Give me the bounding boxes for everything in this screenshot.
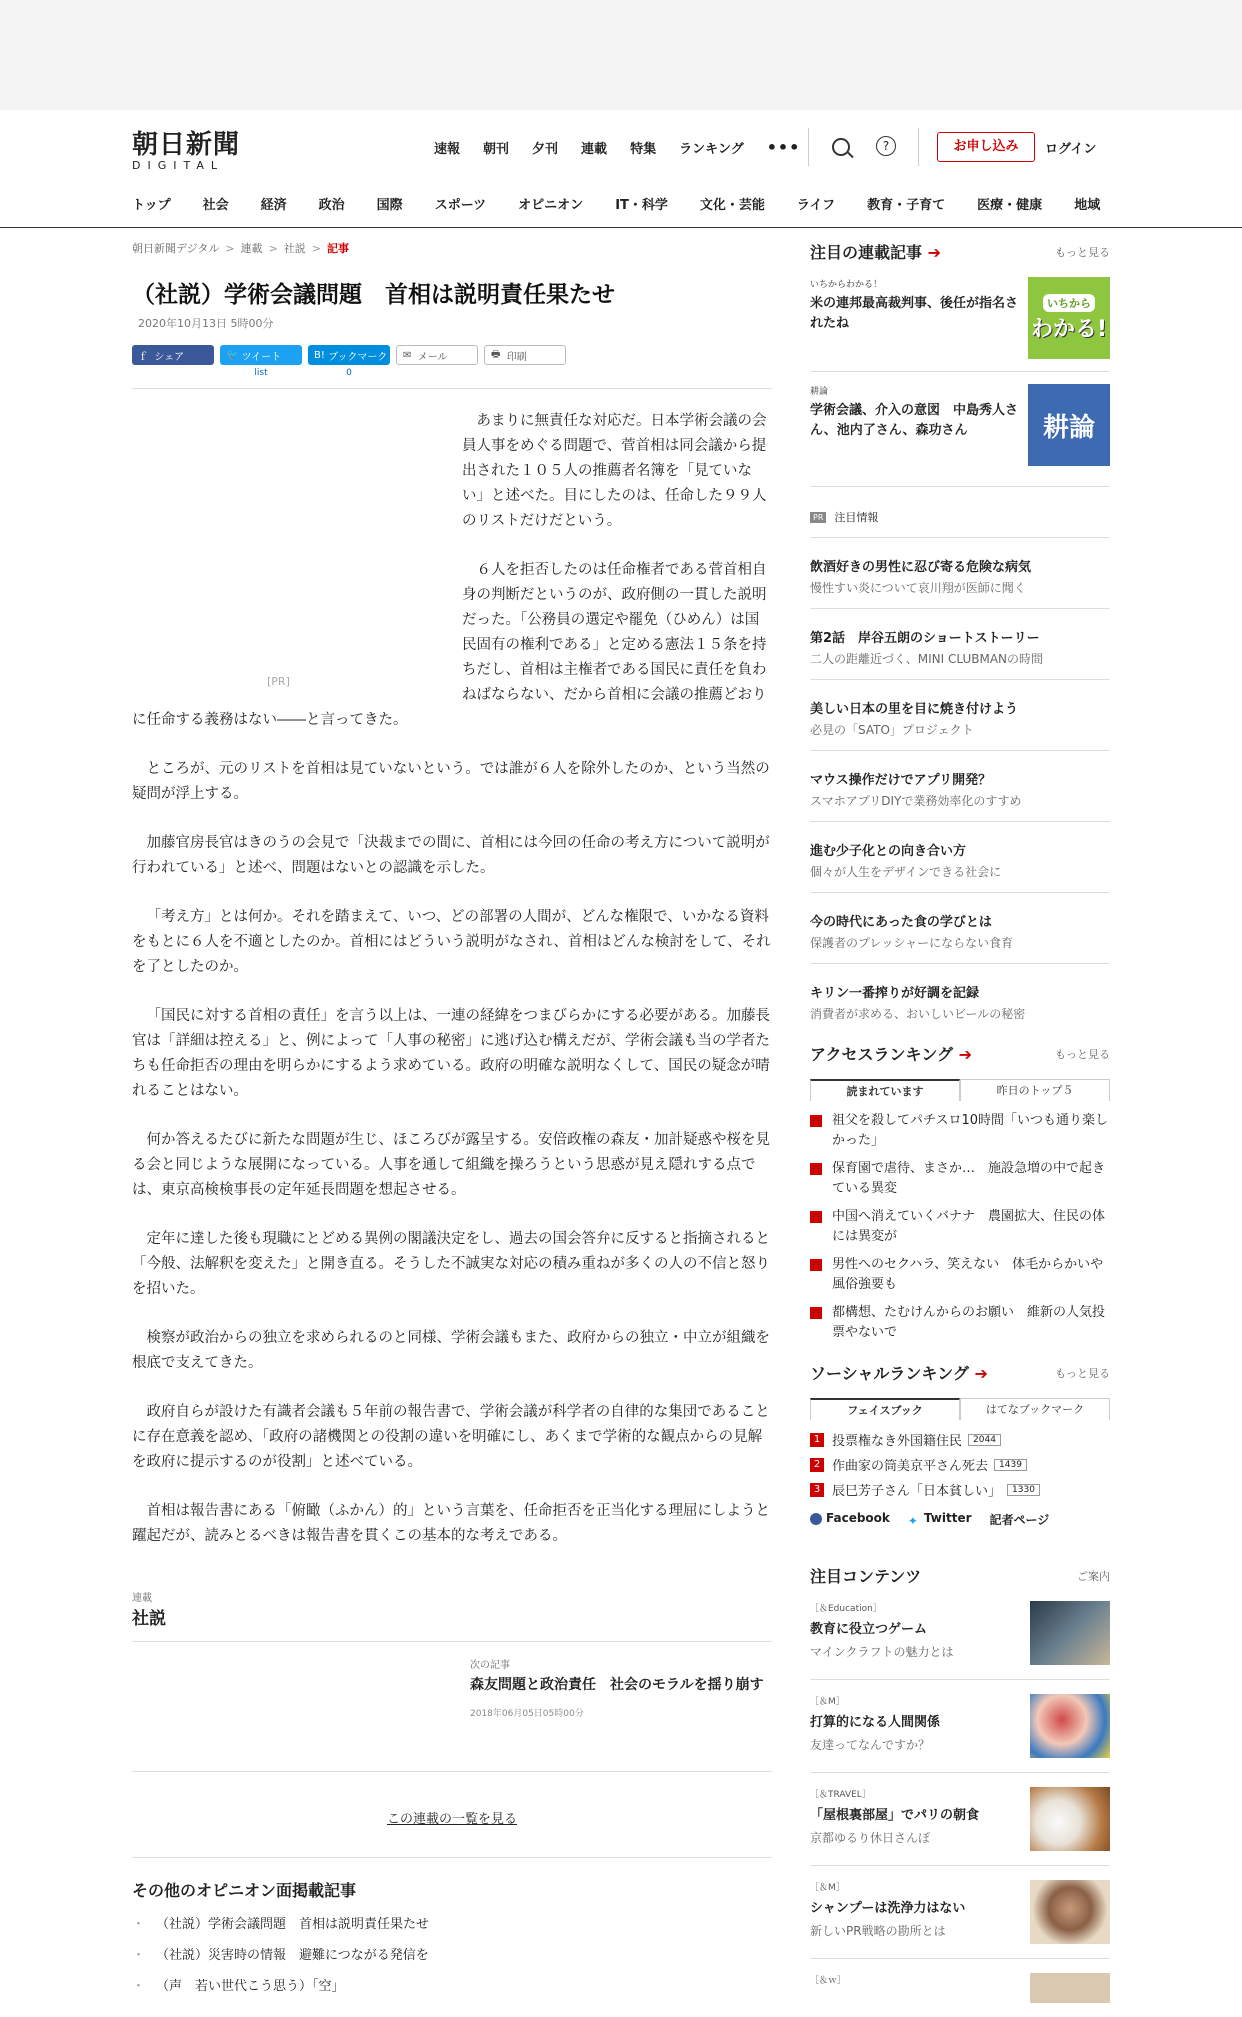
content-card[interactable] xyxy=(810,1959,1110,2017)
featured-card[interactable] xyxy=(810,384,1110,466)
arrow-right-icon: ➔ xyxy=(974,1364,988,1383)
sidebar xyxy=(810,240,1110,2017)
series-list-link[interactable]: この連載の一覧を見る xyxy=(386,1812,517,1827)
card-thumbnail[interactable] xyxy=(1028,384,1110,466)
content-title: 教育に役立つゲーム xyxy=(810,1622,928,1637)
share-count: 2044 xyxy=(968,1434,1001,1446)
arrow-right-icon: ➔ xyxy=(927,243,941,262)
ranking-item[interactable] xyxy=(810,1480,1110,1499)
rank-number: 2 xyxy=(810,1458,824,1472)
help-icon[interactable]: ? xyxy=(876,136,896,156)
content-label: ［＆M］ xyxy=(810,1883,845,1893)
cat-politics[interactable]: 政治 xyxy=(318,198,345,213)
logo-text: 朝日新聞 xyxy=(132,130,241,160)
thumb-text: 耕論 xyxy=(1042,412,1095,443)
ranking-title: 都構想、たむけんからのお願い 維新の人気投票やないで xyxy=(832,1305,1106,1340)
cat-international[interactable]: 国際 xyxy=(376,198,403,213)
pr-item-title: 今の時代にあった食の学びとは xyxy=(810,915,992,930)
series-label: 連載 xyxy=(132,1593,152,1604)
thumb-text: わかる! xyxy=(1030,316,1108,342)
article-date: 2020年10月13日 5時00分 xyxy=(138,317,274,330)
card-title[interactable]: 米の連邦最高裁判事、後任が指名されたね xyxy=(810,296,1019,331)
content-card[interactable] xyxy=(810,1680,1110,1773)
share-count: 1330 xyxy=(1007,1484,1040,1496)
mail-label: メール xyxy=(417,351,448,363)
access-ranking-header xyxy=(810,1042,1110,1065)
facebook-link[interactable] xyxy=(810,1511,890,1528)
ranking-title: 辰巳芳子さん「日本貧しい」 xyxy=(832,1484,1002,1499)
ranking-item[interactable] xyxy=(810,1303,1110,1343)
site-logo[interactable] xyxy=(132,124,262,172)
access-ranking-list xyxy=(810,1111,1110,1343)
content-label: ［＆M］ xyxy=(810,1697,845,1707)
content-image[interactable] xyxy=(1030,1973,1110,2003)
pr-tag: PR xyxy=(810,512,826,523)
paragraph: 「考え方」とは何か。それを踏まえて、いつ、どの部署の人間が、どんな権限で、いかなる資料をもとに６人を不適としたのか。首相にはどういう説明がなされ、首相はどんな検討をして、それを了としたのか。 xyxy=(132,909,771,975)
content-title: シャンプーは洗浄力はない xyxy=(810,1901,966,1916)
print-label: 印刷 xyxy=(506,351,527,363)
pr-item-subtitle: 慢性すい炎について哀川翔が医師に聞く xyxy=(810,581,1026,595)
paragraph: 検察が政治からの独立を求められるのと同様、学術会議もまた、政府からの独立・中立が組織を根底で支えてきた。 xyxy=(132,1330,770,1371)
content-label: ［＆Education］ xyxy=(810,1604,882,1614)
nav-yukan[interactable]: 夕刊 xyxy=(532,142,559,157)
ranking-item[interactable] xyxy=(810,1455,1110,1474)
content-label: ［＆ｗ］ xyxy=(810,1976,847,1986)
pr-item-subtitle: 消費者が求める、おいしいビールの秘密 xyxy=(810,1007,1026,1021)
crumb-series[interactable]: 連載 xyxy=(240,242,263,255)
ranking-item[interactable] xyxy=(810,1111,1110,1151)
content-card[interactable] xyxy=(810,1587,1110,1680)
nav-sokuho[interactable]: 速報 xyxy=(434,142,461,157)
list-item[interactable]: ・ （社説）学術会議問題 首相は説明責任果たせ xyxy=(132,1913,772,1932)
pr-item-title: 進む少子化との向き合い方 xyxy=(810,844,967,859)
cat-opinion[interactable]: オピニオン xyxy=(518,198,584,213)
ranking-title: 祖父を殺してパチスロ10時間「いつも通り楽しかった」 xyxy=(832,1113,1109,1148)
facebook-link-label: Facebook xyxy=(826,1511,890,1525)
card-title[interactable]: 学術会議、介入の意図 中島秀人さん、池内了さん、森功さん xyxy=(810,403,1019,438)
others-title: その他のオピニオン面掲載記事 xyxy=(132,1881,357,1900)
divider xyxy=(810,371,1110,372)
twitter-link-label: Twitter xyxy=(923,1511,972,1525)
featured-more-link[interactable]: もっと見る xyxy=(1055,245,1110,259)
pr-item[interactable] xyxy=(810,982,1110,1022)
ranking-item[interactable] xyxy=(810,1430,1110,1449)
content-card[interactable] xyxy=(810,1866,1110,1959)
content-image[interactable] xyxy=(1030,1601,1110,1665)
rank-marker xyxy=(810,1115,822,1127)
facebook-share-label: シェア xyxy=(154,351,185,363)
social-more-link[interactable]: もっと見る xyxy=(1055,1366,1110,1380)
paragraph: ところが、元のリストを首相は見ていないという。では誰が６人を除外したのか、という当然の疑問が浮上する。 xyxy=(132,761,770,802)
tab-most-read[interactable]: 読まれています xyxy=(810,1079,960,1101)
pr-label: [PR] xyxy=(267,675,290,688)
subscribe-button[interactable]: お申し込み xyxy=(937,132,1035,162)
social-ranking-title[interactable]: ソーシャルランキング xyxy=(810,1364,969,1383)
series-nav xyxy=(132,1641,772,1772)
content-more-link[interactable]: ご案内 xyxy=(1077,1569,1110,1583)
pr-ad[interactable] xyxy=(132,425,432,688)
ranking-item[interactable] xyxy=(810,1255,1110,1295)
cat-society[interactable]: 社会 xyxy=(202,198,229,213)
hatena-count[interactable]: 0 xyxy=(346,368,352,378)
divider xyxy=(918,128,919,166)
thumb-text: いちから xyxy=(1043,294,1095,312)
share-bar xyxy=(132,345,772,367)
ranking-title: 投票権なき外国籍住民 xyxy=(832,1434,963,1449)
pr-item-title: 飲酒好きの男性に忍び寄る危険な病気 xyxy=(810,560,1032,575)
next-label: 次の記事 xyxy=(470,1660,510,1671)
cat-economy[interactable]: 経済 xyxy=(260,198,287,213)
nav-ranking[interactable]: ランキング xyxy=(679,142,744,157)
content-title: 打算的になる人間関係 xyxy=(810,1715,941,1730)
rank-number: 1 xyxy=(810,1433,824,1447)
content-title: 「屋根裏部屋」でパリの朝食 xyxy=(810,1808,980,1823)
content-label: ［＆TRAVEL］ xyxy=(810,1790,871,1800)
next-title[interactable]: 森友問題と政治責任 社会のモラルを揺り崩す xyxy=(470,1677,764,1693)
login-link[interactable]: ログイン xyxy=(1045,142,1097,157)
facebook-share-button[interactable]: ｆ シェア xyxy=(132,345,214,365)
main-column xyxy=(132,240,772,2006)
content-subtitle: 新しいPR戦略の勘所とは xyxy=(810,1924,946,1938)
tab-facebook[interactable]: フェイスブック xyxy=(810,1398,960,1420)
divider xyxy=(808,128,809,166)
content-header xyxy=(810,1564,1110,1587)
mail-button[interactable]: ✉ メール xyxy=(396,345,478,365)
social-ranking-header xyxy=(810,1361,1110,1384)
other-opinion-articles xyxy=(132,1878,772,1994)
tab-yesterday-top5[interactable]: 昨日のトップ５ xyxy=(960,1079,1110,1101)
rank-marker xyxy=(810,1307,822,1319)
cat-culture[interactable]: 文化・芸能 xyxy=(699,198,765,213)
pr-item-subtitle: スマホアプリDIYで業務効率化のすすめ xyxy=(810,794,1022,808)
access-tabs xyxy=(810,1079,1110,1101)
social-links xyxy=(810,1511,1110,1528)
pr-item-title: マウス操作だけでアプリ開発？ xyxy=(810,773,992,788)
pr-item-title: 美しい日本の里を目に焼き付けよう xyxy=(810,702,1019,717)
paragraph: あまりに無責任な対応だ。日本学術会議の会員人事をめぐる問題で、菅首相は同会議から提出された１０５人の推薦者名簿を「見ていない」と述べた。目にしたのは、任命した９９人のリストだけだという。 xyxy=(462,413,767,529)
cat-region[interactable]: 地域 xyxy=(1074,198,1101,213)
header-border xyxy=(0,227,1242,228)
series-box xyxy=(132,1589,772,1827)
reporter-page-link[interactable]: 記者ページ xyxy=(989,1513,1050,1527)
pr-item[interactable] xyxy=(810,698,1110,751)
rank-marker xyxy=(810,1259,822,1271)
ranking-item[interactable] xyxy=(810,1207,1110,1247)
hatena-share-label: ブックマーク xyxy=(328,351,388,363)
list-item[interactable]: ・ （声 若い世代こう思う）「空」 xyxy=(132,1975,772,1994)
content-image[interactable] xyxy=(1030,1880,1110,1944)
pr-item[interactable] xyxy=(810,769,1110,822)
cat-life[interactable]: ライフ xyxy=(796,198,836,213)
crumb-editorial[interactable]: 社説 xyxy=(283,242,306,255)
social-ranking-list xyxy=(810,1430,1110,1499)
featured-header xyxy=(810,240,1110,263)
next-article[interactable] xyxy=(452,1642,772,1772)
divider xyxy=(132,1857,772,1858)
cat-it-science[interactable]: IT・科学 xyxy=(615,198,668,213)
ranking-title: 作曲家の筒美京平さん死去 xyxy=(832,1459,989,1474)
twitter-share-button[interactable]: 🐦 ツイート xyxy=(220,345,302,365)
share-count: 1439 xyxy=(994,1459,1027,1471)
divider xyxy=(810,537,1110,538)
ranking-title: 男性へのセクハラ、笑えない 体毛からかいや風俗強要も xyxy=(832,1257,1104,1292)
top-nav xyxy=(434,138,800,157)
paragraph: 加藤官房長官はきのうの会見で「決裁までの間に、首相には今回の任命の考え方について説明が行われている」と述べ、問題はないとの認識を示した。 xyxy=(132,835,770,876)
pr-item-subtitle: 必見の「SATO」プロジェクト xyxy=(810,723,974,737)
rank-marker xyxy=(810,1211,822,1223)
content-subtitle: 友達ってなんですか？ xyxy=(810,1738,931,1752)
search-icon[interactable] xyxy=(832,138,850,156)
pr-item[interactable] xyxy=(810,840,1110,893)
paragraph: 定年に達した後も現職にとどめる異例の閣議決定をし、過去の国会答弁に反すると指摘されると「今般、法解釈を変えた」と開き直る。そうした不誠実な対応の積み重ねが多くの人の不信と怒りを招いた。 xyxy=(132,1231,770,1297)
content-image[interactable] xyxy=(1030,1787,1110,1851)
paragraph: 政府自らが設けた有識者会議も５年前の報告書で、学術会議が科学者の自律的な集団であることに存在意義を認め、「政府の諸機関との役割の違いを明確にし、あくまで学術的な観点からの見解を政府に提示するのが役割」と述べている。 xyxy=(132,1404,770,1470)
paragraph: 首相は報告書にある「俯瞰（ふかん）的」という言葉を、任命拒否を正当化する理屈にしようと躍起だが、読みとるべきは報告書を貫くこの基本的な考えである。 xyxy=(132,1503,770,1544)
twitter-link[interactable] xyxy=(908,1511,972,1528)
content-card[interactable] xyxy=(810,1773,1110,1866)
pr-title: 注目情報 xyxy=(834,511,879,524)
ranking-item[interactable] xyxy=(810,1159,1110,1199)
cat-health[interactable]: 医療・健康 xyxy=(977,198,1043,213)
pr-item-title: 第2話 岸谷五朗のショートストーリー xyxy=(810,631,1040,646)
paragraph: 何か答えるたびに新たな問題が生じ、ほころびが露呈する。安倍政権の森友・加計疑惑や桜を見る会と同じような展開になっている。人事を通して組織を操ろうという思惑が見え隠れする点では、東京高検検事長の定年延長問題を想起させる。 xyxy=(132,1132,770,1198)
print-button[interactable]: 🖶 印刷 xyxy=(484,345,566,365)
site-header xyxy=(0,110,1242,228)
pr-item[interactable] xyxy=(810,911,1110,964)
nav-tokushu[interactable]: 特集 xyxy=(630,142,657,157)
pr-item-title: キリン一番搾りが好調を記録 xyxy=(810,986,980,1001)
content-subtitle: 京都ゆるり休日さんぽ xyxy=(810,1831,931,1845)
content-subtitle: マインクラフトの魅力とは xyxy=(810,1645,954,1659)
twitter-count[interactable]: list xyxy=(254,368,268,378)
nav-choukan[interactable]: 朝刊 xyxy=(483,142,510,157)
next-date: 2018年06月05日05時00分 xyxy=(470,1709,584,1719)
access-ranking-title[interactable]: アクセスランキング xyxy=(810,1045,954,1064)
twitter-share-label: ツイート xyxy=(241,351,282,363)
divider xyxy=(132,388,772,389)
pr-header xyxy=(810,509,1110,525)
cat-education[interactable]: 教育・子育て xyxy=(867,198,946,213)
article-title: （社説）学術会議問題 首相は説明責任果たせ xyxy=(132,281,615,308)
crumb-current: 記事 xyxy=(327,242,349,255)
arrow-right-icon: ➔ xyxy=(958,1045,973,1064)
breadcrumb: 朝日新聞デジタル > 連載 > 社説 > 記事 xyxy=(132,242,349,255)
card-label: 耕論 xyxy=(810,387,829,397)
access-more-link[interactable]: もっと見る xyxy=(1055,1047,1110,1061)
prev-article-slot xyxy=(132,1642,452,1772)
article-body xyxy=(132,409,772,1549)
pr-item-subtitle: 保護者のプレッシャーにならない食育 xyxy=(810,936,1014,950)
card-label: いちからわかる！ xyxy=(810,280,883,290)
more-icon[interactable]: ••• xyxy=(766,138,801,157)
logo-sub: DIGITAL xyxy=(132,159,225,172)
cat-sports[interactable]: スポーツ xyxy=(434,198,487,213)
pr-item-subtitle: 個々が人生をデザインできる社会に xyxy=(810,865,1002,879)
featured-card[interactable] xyxy=(810,277,1110,359)
content-title: 注目コンテンツ xyxy=(810,1567,922,1586)
cat-top[interactable]: トップ xyxy=(132,198,171,213)
rank-marker xyxy=(810,1163,822,1175)
list-item[interactable]: ・ （社説）災害時の情報 避難につながる発信を xyxy=(132,1944,772,1963)
nav-rensai[interactable]: 連載 xyxy=(581,142,608,157)
paragraph: ６人を拒否したのは任命権者である菅首相自身の判断だというのが、政府側の一貫した説明だった。「公務員の選定や罷免（ひめん）は国民固有の権利である」と定める憲法１５条を持ちだし、首相は主権者である国民に責任を負わねばならない、だから首相に会議の推薦どおりに任命する義務はない――と言ってきた。 xyxy=(132,562,767,728)
social-tabs xyxy=(810,1398,1110,1420)
series-name[interactable]: 社説 xyxy=(132,1609,166,1629)
ranking-title: 中国へ消えていくバナナ 農園拡大、住民の体には異変が xyxy=(832,1209,1106,1244)
featured-title[interactable]: 注目の連載記事 xyxy=(810,243,923,262)
facebook-icon xyxy=(810,1513,822,1525)
tab-hatena[interactable]: はてなブックマーク xyxy=(960,1398,1110,1420)
twitter-icon: ✦ xyxy=(907,1513,918,1528)
card-thumbnail[interactable] xyxy=(1028,277,1110,359)
divider xyxy=(810,486,1110,487)
share-counts xyxy=(132,368,772,378)
ranking-title: 保育園で虐待、まさか… 施設急増の中で起きている異変 xyxy=(832,1161,1106,1196)
pr-item[interactable] xyxy=(810,627,1110,680)
content-image[interactable] xyxy=(1030,1694,1110,1758)
paragraph: 「国民に対する首相の責任」を言う以上は、一連の経緯をつまびらかにする必要がある。加藤長官は「詳細は控える」と、例によって「人事の秘密」に逃げ込む構えだが、学術会議も当の学者たちも任命拒否の理由を明らかにするよう求めている。政府の明確な説明なくして、国民の疑念が晴れることはない。 xyxy=(132,1008,770,1099)
top-ad-banner xyxy=(0,0,1242,110)
pr-item[interactable] xyxy=(810,556,1110,609)
hatena-bookmark-button[interactable]: B! ブックマーク xyxy=(308,345,390,365)
category-nav xyxy=(132,194,1100,213)
crumb-home[interactable]: 朝日新聞デジタル xyxy=(132,242,220,255)
pr-item-subtitle: 二人の距離近づく、MINI CLUBMANの時間 xyxy=(810,652,1044,666)
rank-number: 3 xyxy=(810,1483,824,1497)
